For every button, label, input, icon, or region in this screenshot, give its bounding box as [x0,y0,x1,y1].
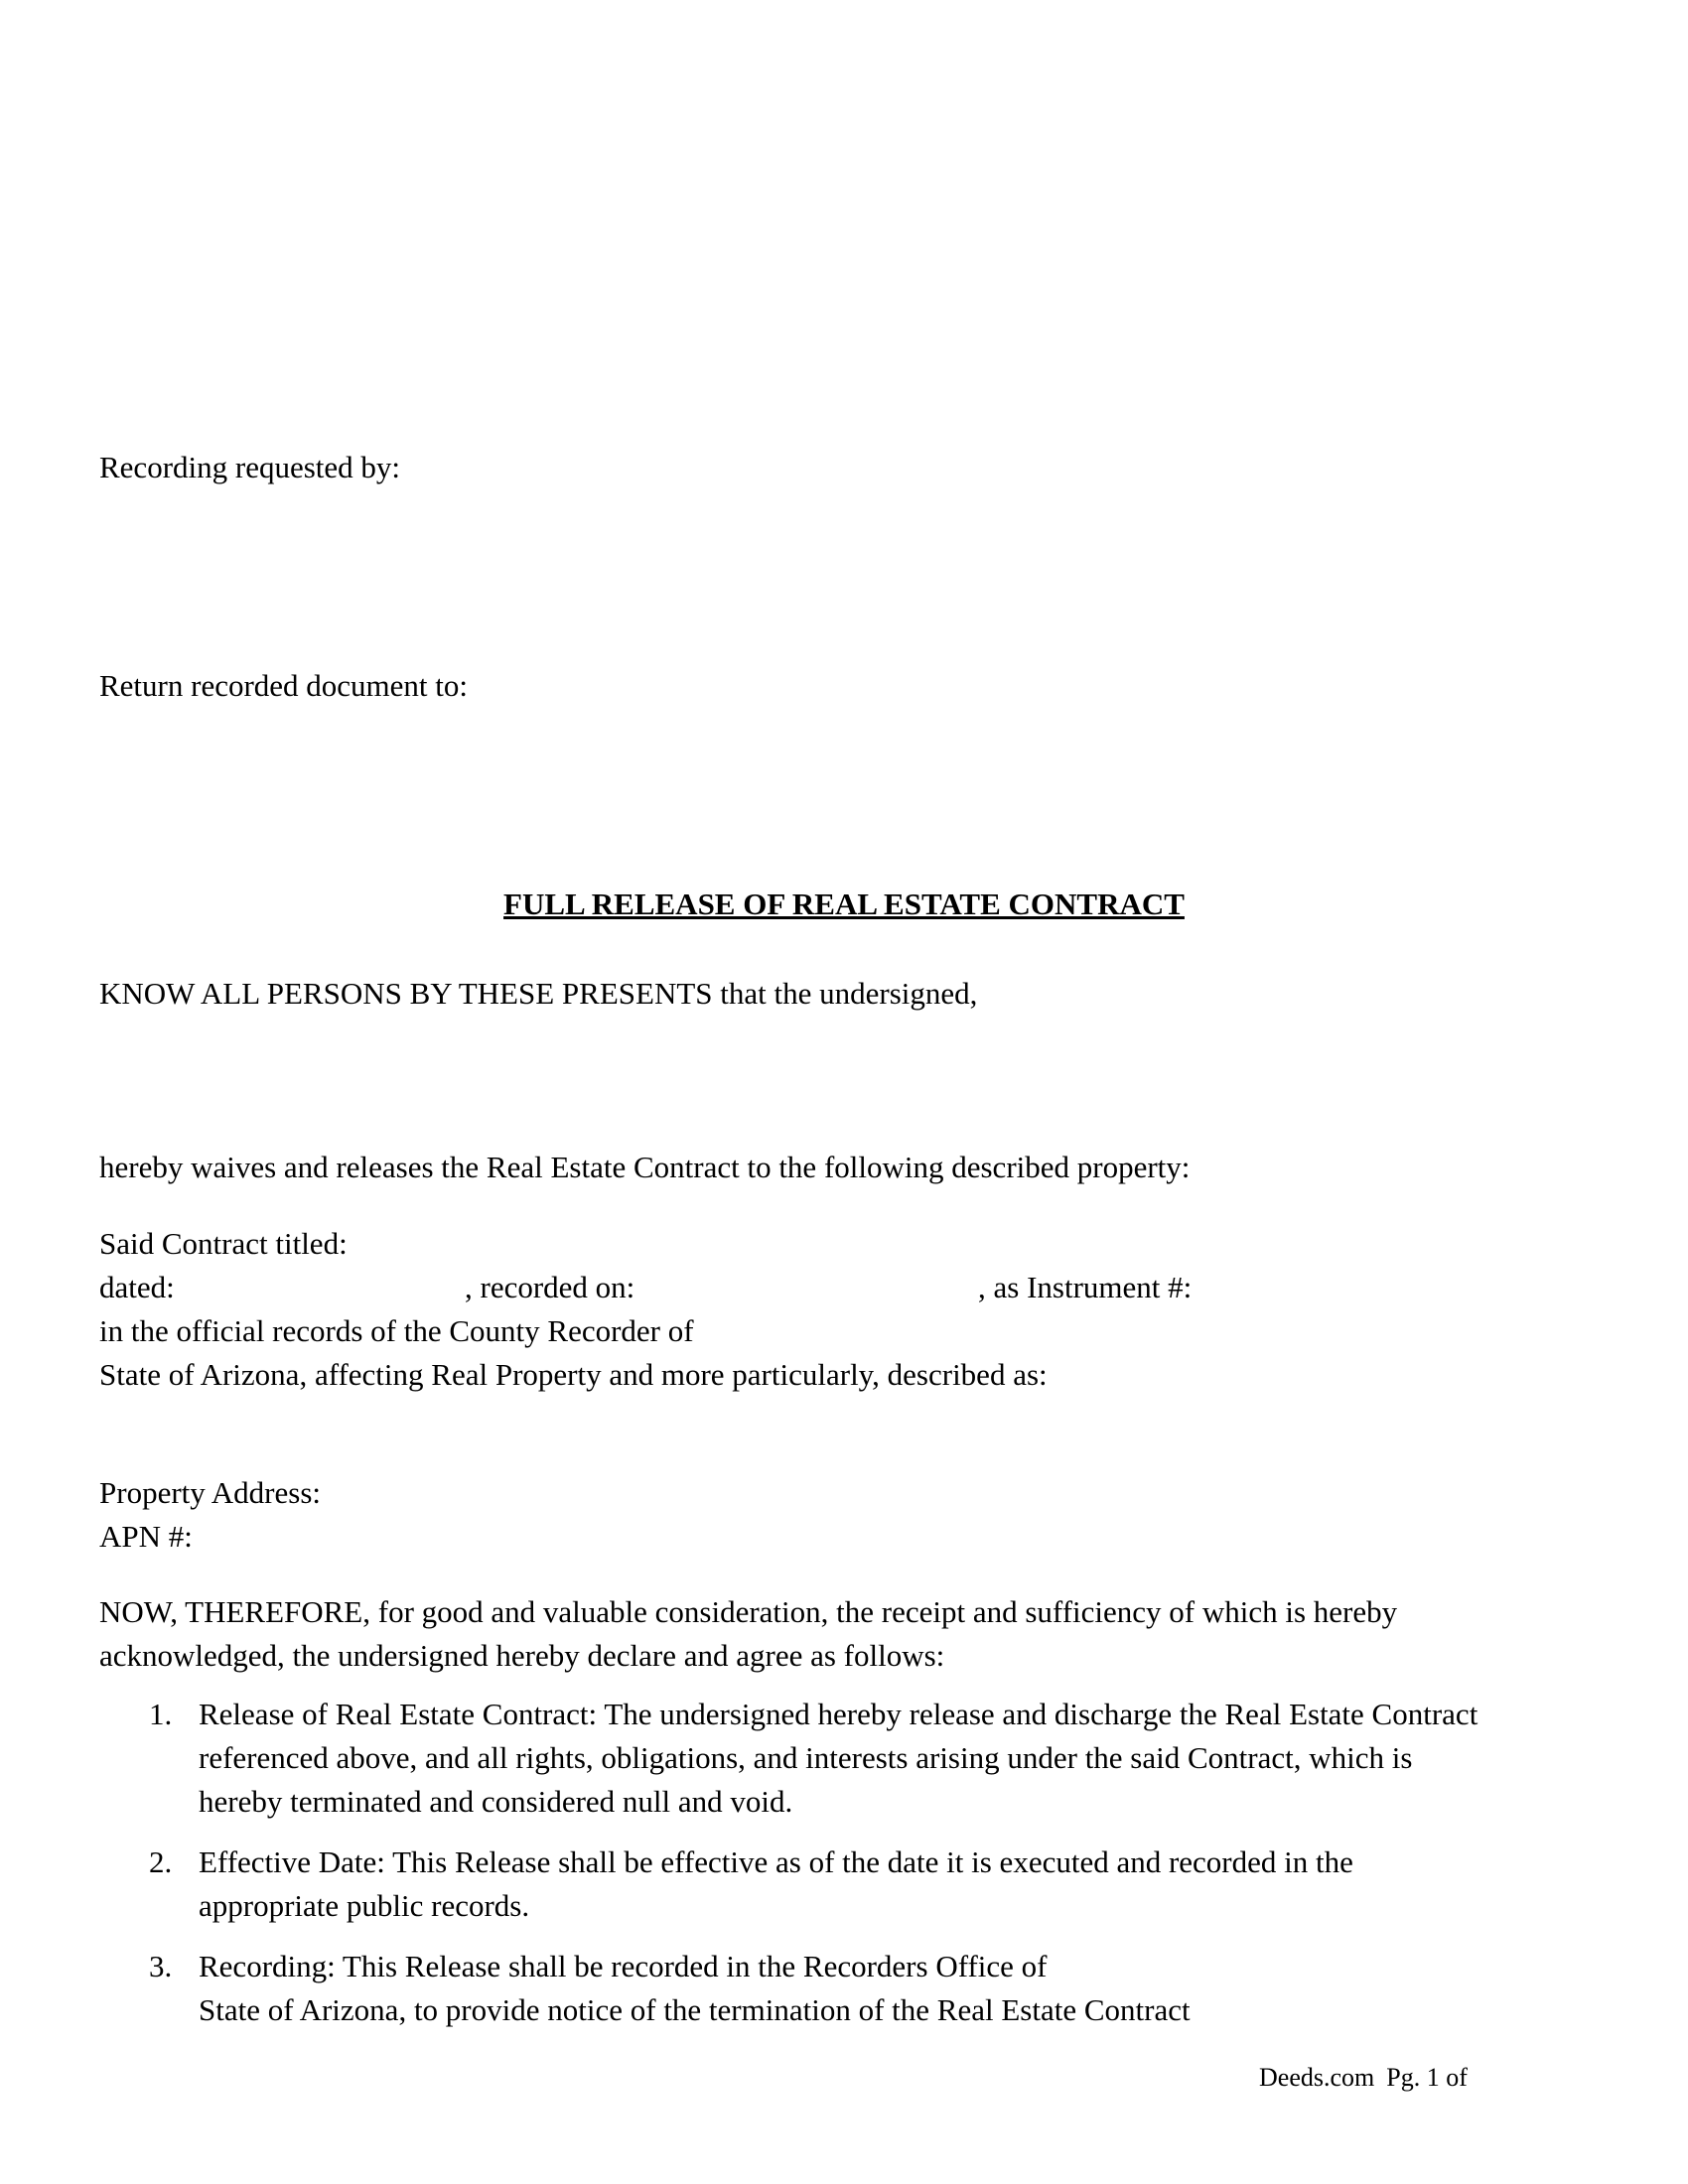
list-item-recording [199,1945,1609,2032]
list-item-number: 3. [149,1949,173,1983]
return-recorded-document-label: Return recorded document to: [99,668,469,703]
list-item-release [199,1693,1609,1824]
recording-requested-by-label: Recording requested by: [99,450,401,484]
list-item-line: hereby terminated and considered null and void. [199,1784,793,1819]
instrument-number-label: , as Instrument #: [978,1270,1193,1304]
list-item-number: 2. [149,1844,173,1879]
recorded-on-label: , recorded on: [465,1270,635,1304]
list-item-line: appropriate public records. [199,1888,530,1923]
official-records-line: in the official records of the County Recorder of [99,1313,694,1348]
list-item-line: Effective Date: This Release shall be effective as of the date it is executed and recorded in the [199,1844,1353,1879]
list-item-effective-date [199,1841,1609,1928]
list-item-line: Release of Real Estate Contract: The undersigned hereby release and discharge the Real Estate Contract [199,1697,1478,1731]
therefore-line-1: NOW, THEREFORE, for good and valuable consideration, the receipt and sufficiency of which is hereby [99,1594,1398,1629]
apn-label: APN #: [99,1519,193,1554]
document-title: FULL RELEASE OF REAL ESTATE CONTRACT [503,887,1185,921]
therefore-line-2: acknowledged, the undersigned hereby declare and agree as follows: [99,1638,945,1673]
waiver-paragraph: hereby waives and releases the Real Estate Contract to the following described property: [99,1150,1191,1184]
dated-label: dated: [99,1270,175,1304]
footer-page-number: Pg. 1 of [1386,2063,1468,2092]
footer-site-name: Deeds.com [1259,2063,1375,2092]
page-footer [1259,2060,1479,2096]
state-description-line: State of Arizona, affecting Real Property and more particularly, described as: [99,1357,1048,1392]
list-item-line: State of Arizona, to provide notice of the termination of the Real Estate Contract [199,1992,1191,2027]
list-item-line: Recording: This Release shall be recorded in the Recorders Office of [199,1949,1048,1983]
contract-titled-label: Said Contract titled: [99,1226,348,1261]
list-item-line: referenced above, and all rights, obligations, and interests arising under the said Contract, which is [199,1740,1413,1775]
property-address-label: Property Address: [99,1475,322,1510]
list-item-number: 1. [149,1697,173,1731]
contract-dated-line [99,1266,1589,1309]
intro-paragraph: KNOW ALL PERSONS BY THESE PRESENTS that the undersigned, [99,976,978,1011]
